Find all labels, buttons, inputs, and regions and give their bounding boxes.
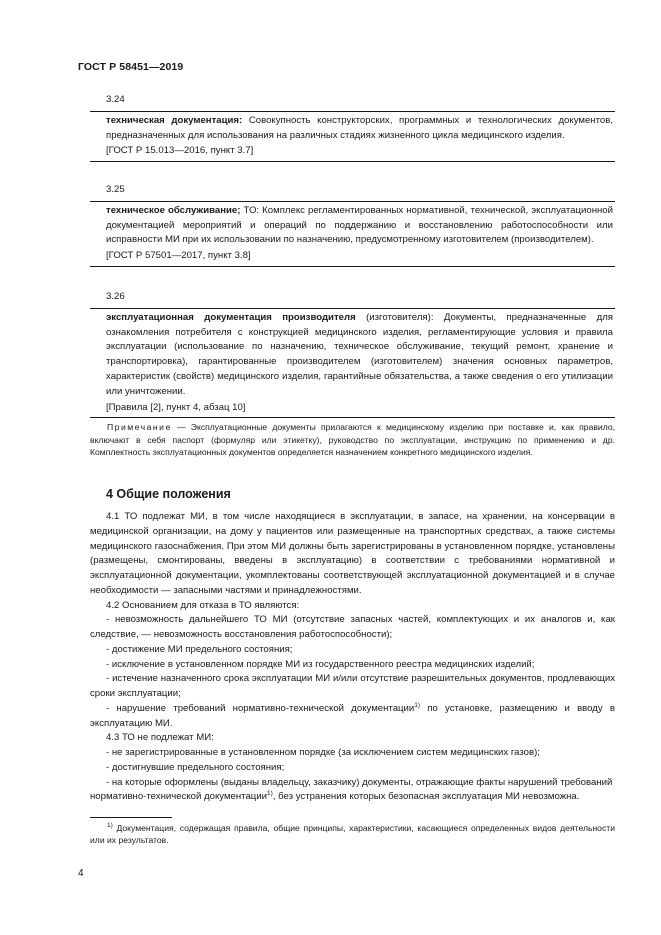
note-label: Примечание: [107, 422, 172, 432]
footnote-marker: 1): [107, 822, 113, 829]
term-number: 3.26: [106, 291, 125, 302]
list-item: - истечение назначенного срока эксплуатации МИ и/или отсутствие разрешительных документов, продлевающих сроки эксплуатации;: [90, 673, 615, 699]
list-item: [90, 702, 615, 732]
term-definition-text: [106, 114, 613, 144]
list-item: [90, 776, 615, 806]
list-item: - исключение в установленном порядке МИ из государственного реестра медицинских изделий;: [106, 658, 535, 670]
paragraph-4-2: 4.2 Основанием для отказа в ТО являются:: [106, 599, 300, 611]
footnote: [90, 822, 615, 847]
section-title: 4 Общие положения: [106, 487, 231, 501]
footnote-text: Документация, содержащая правила, общие принципы, характеристики, касающиеся определенных видов деятельности или их результатов.: [90, 823, 615, 846]
paragraph-4-1: 4.1 ТО подлежат МИ, в том числе находящиеся в эксплуатации, в запасе, на хранении, на консервации в медицинской организации, на дому у пациентов или размещенные на транспортных средствах, а также системы медицинского газоснабжения. При этом МИ должны быть зарегистрированы в установленном порядке, установлены (размещены, смонтированы, введены в эксплуатацию) в соответствии с требованиями нормативной и эксплуатационной документации, укомплектованы соответствующей эксплуатационной документацией и в случае необходимости — запасными частями и принадлежностями.: [90, 511, 615, 596]
page-number: 4: [78, 868, 84, 879]
list-item-text: - на которые оформлены (выданы владельцу, заказчику) документы, отражающие факты нарушений требований нормативно-технической документации: [90, 776, 613, 803]
term-entry-3-24: [90, 93, 615, 162]
term-box: [90, 201, 615, 267]
footnote-reference: 1): [267, 790, 273, 798]
term-name: техническое обслуживание;: [106, 204, 241, 216]
term-entry-3-26: [90, 290, 615, 418]
document-code-header: ГОСТ Р 58451—2019: [78, 61, 184, 73]
list-item: - невозможность дальнейшего ТО МИ (отсутствие запасных частей, комплектующих и их аналогов и, как следствие, — невозможность восстановления работоспособности);: [90, 614, 615, 640]
list-item: - не зарегистрированные в установленном порядке (за исключением систем медицинских газов);: [106, 747, 540, 758]
footnote-divider: [90, 817, 172, 818]
term-name: техническая документация:: [106, 114, 243, 126]
list-item-text: - нарушение требований нормативно-технической документации: [106, 702, 415, 714]
list-item-text: по установке, размещению и вводу в эксплуатацию МИ.: [90, 702, 615, 729]
term-source: [Правила [2], пункт 4, абзац 10]: [106, 401, 246, 413]
term-box: [90, 308, 615, 419]
list-item: - достижение МИ предельного состояния;: [106, 643, 293, 655]
term-source: [ГОСТ Р 57501—2017, пункт 3.8]: [106, 250, 251, 262]
term-box: [90, 111, 615, 162]
term-definition: (изготовителя): Документы, предназначенные для ознакомления потребителя с конструкцией медицинского изделия, регламентирующие условия и правила эксплуатации (использование по назначению, техническое обслуживание, текущий ремонт, хранение и транспортировка), гарантированные производителем (изготовителем) значения основных параметров, характеристик (свойств) медицинского изделия, гарантийные обязательства, а также сведения о его утилизации или уничтожении.: [106, 311, 613, 397]
term-number: 3.25: [106, 184, 125, 195]
list-item: - достигнувшие предельного состояния;: [106, 761, 285, 773]
term-definition: ТО: Комплекс регламентированных нормативной, технической, эксплуатационной документацией мероприятий и операций по поддержанию и восстановлению работоспособности или исправности МИ при их использовании по назначению, предусмотренному изготовителем (производителем).: [106, 204, 613, 246]
term-entry-3-25: [90, 183, 615, 267]
footnote-reference: 1): [414, 701, 421, 709]
term-source: [ГОСТ Р 15.013—2016, пункт 3.7]: [106, 145, 254, 157]
term-name: эксплуатационная документация производителя: [106, 311, 356, 323]
list-item-text: , без устранения которых безопасная эксплуатация МИ невозможна.: [272, 791, 580, 803]
paragraph-4-3: 4.3 ТО не подлежат МИ:: [106, 732, 214, 744]
term-definition-text: [106, 204, 613, 248]
note-text: — Эксплуатационные документы прилагаются к медицинскому изделию при поставке и, как правило, включают в себя паспорт (формуляр или этикетку), руководство по эксплуатации, инструкцию по применению и др. Комплектность эксплуатационных документов определяется назначением конкретного медицинского изделия.: [90, 422, 615, 458]
term-definition-text: [106, 311, 613, 400]
section-body: [90, 510, 615, 805]
term-number: 3.24: [106, 94, 125, 105]
term-definition: Совокупность конструкторских, программных и технологических документов, предназначенных для использования на различных стадиях жизненного цикла медицинского изделия.: [106, 114, 613, 141]
note-paragraph: [90, 421, 615, 459]
